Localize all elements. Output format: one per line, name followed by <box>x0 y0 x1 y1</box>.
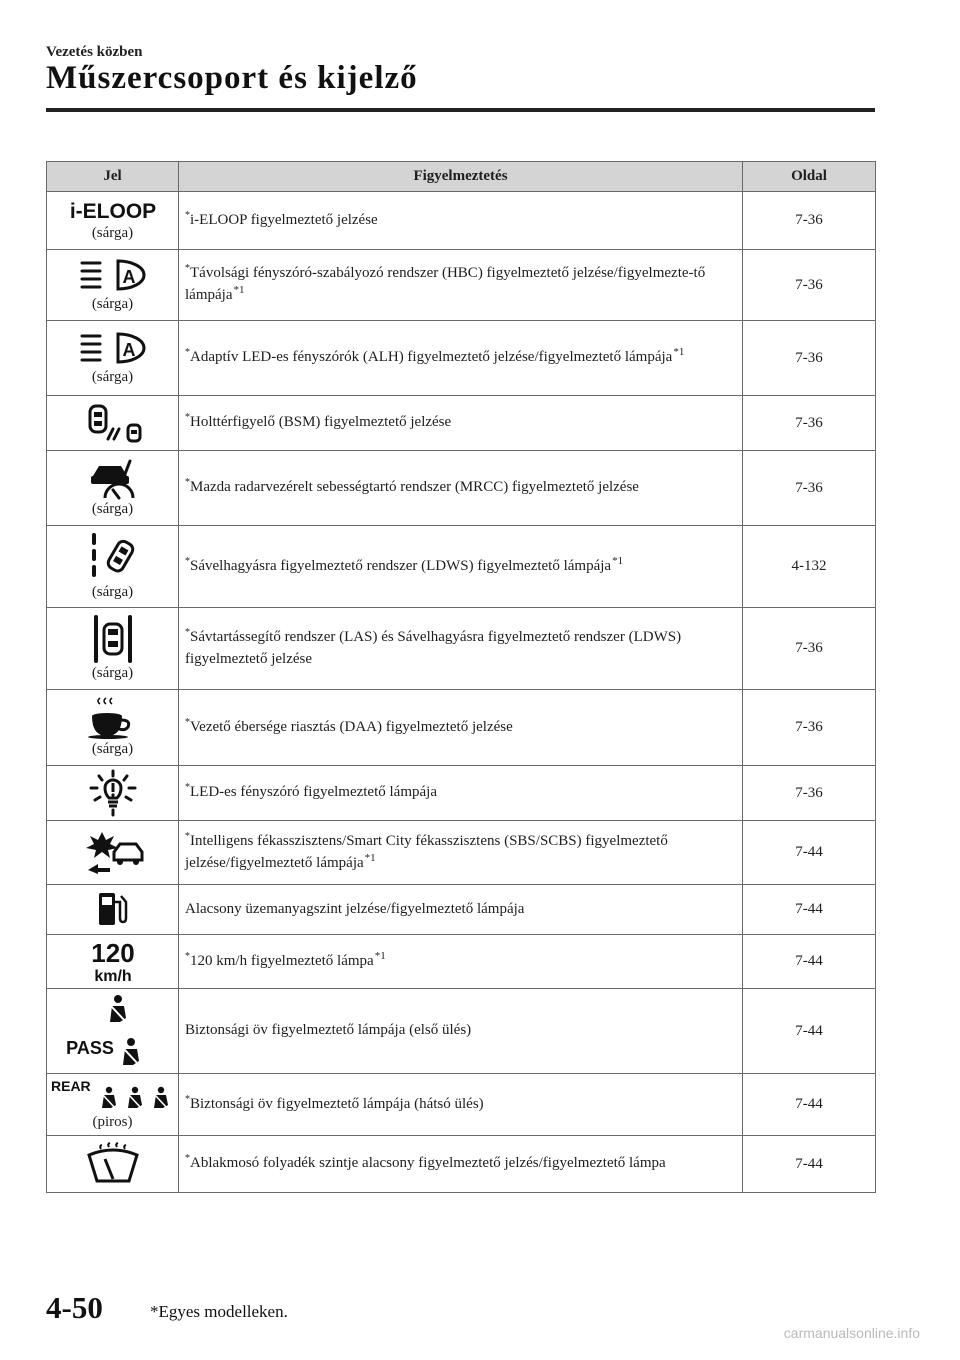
warning-text: Biztonsági öv figyelmeztető lámpája (első ülés) <box>185 1022 472 1039</box>
column-header-page: Oldal <box>743 162 876 192</box>
page-cell: 7-44 <box>743 821 876 885</box>
fuel-pump-icon <box>96 890 130 928</box>
svg-text:120: 120 <box>90 938 135 968</box>
warning-cell: *Holttérfigyelő (BSM) figyelmeztető jelzése <box>179 396 743 451</box>
hbc-headlight-icon <box>78 257 148 295</box>
color-label: (piros) <box>92 1114 133 1130</box>
symbol-cell <box>47 1074 179 1136</box>
table-row <box>47 608 876 690</box>
table-row <box>47 989 876 1074</box>
table-row <box>47 192 876 250</box>
mrcc-icon <box>83 458 143 500</box>
symbol-cell <box>47 608 179 690</box>
color-label: (sárga) <box>91 665 134 681</box>
warning-text: Távolsági fényszóró-szabályozó rendszer (HBC) figyelmeztető jelzése/figyelmezte-tő lámpája <box>185 265 706 303</box>
page-cell: 7-44 <box>743 935 876 989</box>
page-cell: 7-44 <box>743 989 876 1074</box>
warning-text: LED-es fényszóró figyelmeztető lámpája <box>190 784 437 801</box>
table-row <box>47 690 876 766</box>
speed-120-icon <box>81 938 145 984</box>
warning-cell: *Mazda radarvezérelt sebességtartó rendszer (MRCC) figyelmeztető jelzése <box>179 451 743 526</box>
page-cell: 7-36 <box>743 250 876 321</box>
symbol-cell <box>47 690 179 766</box>
warning-cell <box>179 885 743 935</box>
color-label: (sárga) <box>91 225 134 241</box>
led-headlight-icon <box>85 770 141 816</box>
warning-cell: *Biztonsági öv figyelmeztető lámpája (hátsó ülés) <box>179 1074 743 1136</box>
table-row <box>47 1136 876 1193</box>
page-cell: 4-132 <box>743 526 876 608</box>
symbol-cell <box>47 321 179 396</box>
symbol-cell <box>47 526 179 608</box>
warning-text: Alacsony üzemanyagszint jelzése/figyelmeztető lámpája <box>185 900 525 917</box>
warning-text: Biztonsági öv figyelmeztető lámpája (hátsó ülés) <box>190 1095 484 1112</box>
warning-cell <box>179 989 743 1074</box>
warning-cell: *Sávtartássegítő rendszer (LAS) és Sávelhagyásra figyelmeztető rendszer (LDWS) figyelmeztető jelzése <box>179 608 743 690</box>
title-rule <box>46 108 875 112</box>
warning-cell: *Adaptív LED-es fényszórók (ALH) figyelmeztető jelzése/figyelmeztető lámpája$^{*1}$ <box>179 321 743 396</box>
washer-fluid-icon <box>83 1143 143 1185</box>
table-row <box>47 821 876 885</box>
page-cell: 7-44 <box>743 1136 876 1193</box>
warning-text: Vezető ébersége riasztás (DAA) figyelmeztető jelzése <box>190 718 513 735</box>
warning-cell: *Vezető ébersége riasztás (DAA) figyelmeztető jelzése <box>179 690 743 766</box>
page-number: 4-50 <box>46 1290 103 1325</box>
symbol-cell <box>47 1136 179 1193</box>
warning-text: Sávelhagyásra figyelmeztető rendszer (LDWS) figyelmeztető lámpája <box>190 557 612 574</box>
svg-text:PASS: PASS <box>65 1037 114 1058</box>
warning-text: Intelligens fékasszisztens/Smart City fékasszisztens (SBS/SCBS) figyelmeztető jelzése/figyelmeztető lámpája <box>185 832 668 871</box>
column-header-warning: Figyelmeztetés <box>179 162 743 192</box>
table-row <box>47 766 876 821</box>
sbs-collision-icon <box>78 830 148 874</box>
warning-cell: *Távolsági fényszóró-szabályozó rendszer (HBC) figyelmeztető jelzése/figyelmezte-tő lámpája$^{*1}$ <box>179 250 743 321</box>
section-label: Vezetés közben <box>46 44 143 60</box>
svg-text:A: A <box>122 339 135 360</box>
page-title: Műszercsoport és kijelző <box>46 60 418 96</box>
symbol-cell <box>47 250 179 321</box>
warning-text: Ablakmosó folyadék szintje alacsony figyelmeztető jelzés/figyelmeztető lámpa <box>190 1155 666 1172</box>
symbol-cell <box>47 885 179 935</box>
seatbelt-rear-icon <box>49 1077 177 1113</box>
table-row <box>47 526 876 608</box>
warning-text: i-ELOOP figyelmeztető jelzése <box>190 211 378 228</box>
page-cell: 7-36 <box>743 766 876 821</box>
table-row <box>47 321 876 396</box>
svg-text:REAR: REAR <box>50 1078 91 1094</box>
color-label: (sárga) <box>91 584 134 600</box>
warning-cell: *Intelligens fékasszisztens/Smart City fékasszisztens (SBS/SCBS) figyelmeztető jelzése/figyelmeztető lámpája$^{*1}$ <box>179 821 743 885</box>
warning-cell: *LED-es fényszóró figyelmeztető lámpája <box>179 766 743 821</box>
warning-text: Holttérfigyelő (BSM) figyelmeztető jelzése <box>190 414 452 431</box>
alh-headlight-icon <box>78 330 148 368</box>
warning-text: 120 km/h figyelmeztető lámpa <box>190 952 374 969</box>
footnote: *Egyes modelleken. <box>150 1302 288 1321</box>
warning-cell: *i-ELOOP figyelmeztető jelzése <box>179 192 743 250</box>
ldws-icon <box>88 531 138 583</box>
page-cell: 7-44 <box>743 885 876 935</box>
warning-cell: *120 km/h figyelmeztető lámpa$^{*1}$ <box>179 935 743 989</box>
page-cell: 7-36 <box>743 321 876 396</box>
svg-text:i-ELOOP: i-ELOOP <box>69 200 156 223</box>
warning-cell: *Sávelhagyásra figyelmeztető rendszer (LDWS) figyelmeztető lámpája$^{*1}$ <box>179 526 743 608</box>
symbol-cell <box>47 396 179 451</box>
las-icon <box>91 614 135 664</box>
color-label: (sárga) <box>91 500 134 517</box>
color-label: (sárga) <box>91 741 134 757</box>
table-row <box>47 885 876 935</box>
table-header-row <box>47 162 876 192</box>
warning-text: Sávtartássegítő rendszer (LAS) és Sávelhagyásra figyelmeztető rendszer (LDWS) figyelmeztető jelzése <box>185 628 682 667</box>
symbol-cell <box>47 821 179 885</box>
symbol-cell <box>47 192 179 250</box>
color-label: (sárga) <box>91 295 134 312</box>
table-row <box>47 396 876 451</box>
page-cell: 7-36 <box>743 690 876 766</box>
seatbelt-front-icon <box>65 994 158 1068</box>
warning-text: Adaptív LED-es fényszórók (ALH) figyelmeztető jelzése/figyelmeztető lámpája <box>190 349 673 366</box>
page-cell: 7-36 <box>743 192 876 250</box>
coffee-cup-icon <box>88 696 138 740</box>
bsm-icon <box>80 403 146 443</box>
warning-cell: *Ablakmosó folyadék szintje alacsony figyelmeztető jelzés/figyelmeztető lámpa <box>179 1136 743 1193</box>
table-row <box>47 451 876 526</box>
page-cell: 7-44 <box>743 1074 876 1136</box>
symbol-cell <box>47 935 179 989</box>
table-row <box>47 1074 876 1136</box>
table-row <box>47 250 876 321</box>
symbol-cell <box>47 451 179 526</box>
svg-text:km/h: km/h <box>93 968 132 985</box>
table-row <box>47 935 876 989</box>
page-cell: 7-36 <box>743 608 876 690</box>
warning-table <box>46 161 876 1193</box>
color-label: (sárga) <box>91 368 134 385</box>
column-header-symbol: Jel <box>47 162 179 192</box>
symbol-cell <box>47 989 179 1074</box>
page-cell: 7-36 <box>743 451 876 526</box>
i-eloop-icon <box>69 198 156 224</box>
watermark: carmanualsonline.info <box>783 1325 920 1341</box>
symbol-cell <box>47 766 179 821</box>
warning-text: Mazda radarvezérelt sebességtartó rendszer (MRCC) figyelmeztető jelzése <box>190 479 639 496</box>
svg-text:A: A <box>122 266 135 287</box>
page-cell: 7-36 <box>743 396 876 451</box>
